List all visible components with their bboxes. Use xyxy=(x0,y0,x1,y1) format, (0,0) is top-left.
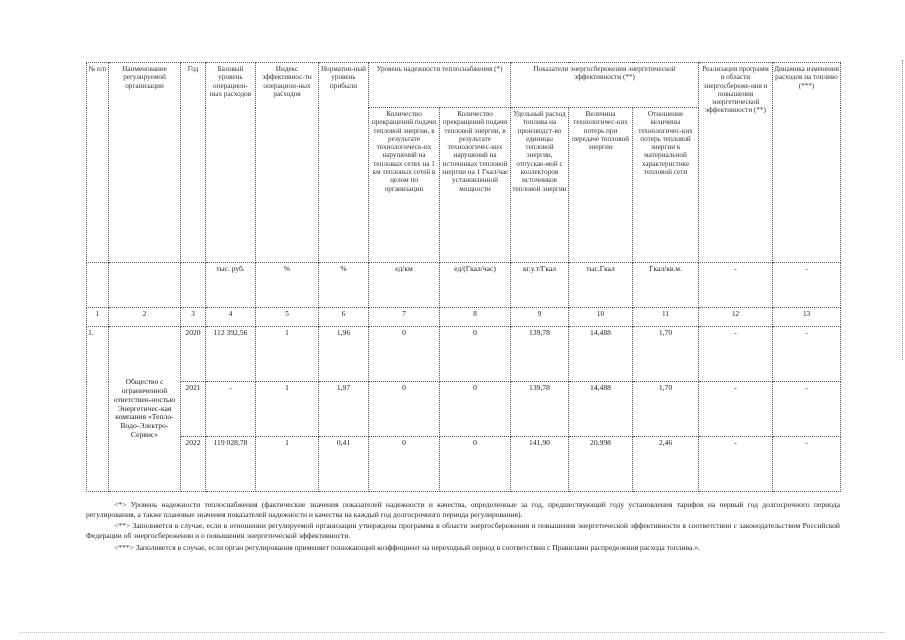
specific-fuel-cell: 139,78 xyxy=(511,382,569,437)
reliability-sources-cell: 0 xyxy=(440,327,511,382)
column-number: 9 xyxy=(511,308,569,327)
header-year: Год xyxy=(181,63,206,263)
base-opex-cell: - xyxy=(206,382,256,437)
header-program: Реализация программ в области энергосбереже-ния и повышения энергетической эффективности (**) xyxy=(699,63,773,263)
units-row xyxy=(87,263,841,308)
organization-name: Общество с ограниченной ответствен-ностью Энергетичес-кая компания «Тепло-Водо-Электро-Сервис» xyxy=(109,327,181,492)
footnote-fuel: <***> Заполняется в случае, если орган регулирования применяет понижающий коэффициент на переходный период в соответствии с Правилами распределения расхода топлива.». xyxy=(114,542,701,552)
efficiency-index-cell: 1 xyxy=(256,437,319,492)
column-number: 10 xyxy=(569,308,633,327)
unit-cell: - xyxy=(773,263,841,308)
base-opex-cell: 119 028,78 xyxy=(206,437,256,492)
column-number: 13 xyxy=(773,308,841,327)
table-row xyxy=(87,382,841,437)
header-efficiency-index: Индекс эффективнос-ти операцион-ных расходов xyxy=(256,63,319,263)
column-number: 1 xyxy=(87,308,109,327)
unit-cell: - xyxy=(699,263,773,308)
footnote-energy-program: <**> Заполняется в случае, если в отношении регулируемой организации утверждена программа в области энергосбережения и повышения энергетической эффективности в соответствии с законодательством Российской Федерации об энергосбережении и о повышении энергетической эффективности. xyxy=(86,521,840,541)
fuel-dynamics-cell: - xyxy=(773,437,841,492)
tariff-indicators-table xyxy=(86,62,841,492)
header-reliability-group: Уровень надежности теплоснабжения (*) xyxy=(369,63,511,108)
specific-fuel-cell: 139,78 xyxy=(511,327,569,382)
header-base-opex: Базовый уровень операцион-ных расходов xyxy=(206,63,256,263)
reliability-sources-cell: 0 xyxy=(440,382,511,437)
header-reliability-networks: Количество прекращений подачи тепловой энергии, в результате технологическ-их нарушений на тепловых сетях на 1 км тепловых сетей в целом по организации xyxy=(369,108,440,263)
fuel-dynamics-cell: - xyxy=(773,327,841,382)
header-energy-group: Показатели энергосбережения энергетической эффективности (**) xyxy=(511,63,699,108)
unit-cell: тыс. руб. xyxy=(206,263,256,308)
page-edge-line xyxy=(901,60,903,360)
header-no: № п/п xyxy=(87,63,109,263)
table-row xyxy=(87,327,841,382)
reliability-sources-cell: 0 xyxy=(440,437,511,492)
year-cell: 2022 xyxy=(181,437,206,492)
unit-cell: Гкал/кв.м. xyxy=(633,263,699,308)
footnote-reliability: <*> Уровень надежности теплоснабжения (фактические значения показателей надежности и качества, определенные за год, предшествующий году установления тарифов на первый год долгосрочного периода регулирования, а также плановые значения показателей надежности и качества на каждый год долгосрочного периода регулирования). xyxy=(86,500,840,519)
unit-cell: ед/(Гкал/час) xyxy=(440,263,511,308)
fuel-dynamics-cell: - xyxy=(773,382,841,437)
header-specific-fuel: Удельный расход топлива на производст-во единицы тепловой энергии, отпускае-мой с коллекторов источников тепловой энергии xyxy=(511,108,569,263)
header-normative-profit: Норматив-ный уровень прибыли xyxy=(319,63,369,263)
year-cell: 2020 xyxy=(181,327,206,382)
heat-losses-cell: 20,998 xyxy=(569,437,633,492)
program-cell: - xyxy=(699,382,773,437)
reliability-networks-cell: 0 xyxy=(369,327,440,382)
unit-cell: кг.у.т/Гкал xyxy=(511,263,569,308)
loss-ratio-cell: 1,70 xyxy=(633,327,699,382)
normative-profit-cell: 1,97 xyxy=(319,382,369,437)
unit-cell: % xyxy=(256,263,319,308)
header-reliability-sources: Количество прекращений подачи тепловой энергии, в результате технологичес-ких нарушений на источниках тепловой энергии на 1 Гкал/час установленной мощности xyxy=(440,108,511,263)
header-fuel-dynamics: Динамика изменения расходов на топливо (***) xyxy=(773,63,841,263)
unit-cell: тыс.Гкал xyxy=(569,263,633,308)
loss-ratio-cell: 2,46 xyxy=(633,437,699,492)
specific-fuel-cell: 141,90 xyxy=(511,437,569,492)
normative-profit-cell: 0,41 xyxy=(319,437,369,492)
column-number: 12 xyxy=(699,308,773,327)
program-cell: - xyxy=(699,327,773,382)
column-number: 6 xyxy=(319,308,369,327)
column-number: 7 xyxy=(369,308,440,327)
program-cell: - xyxy=(699,437,773,492)
heat-losses-cell: 14,488 xyxy=(569,327,633,382)
base-opex-cell: 112 392,56 xyxy=(206,327,256,382)
normative-profit-cell: 1,96 xyxy=(319,327,369,382)
unit-cell: % xyxy=(319,263,369,308)
efficiency-index-cell: 1 xyxy=(256,382,319,437)
header-loss-ratio: Отношение величины технологичес-ких потерь тепловой энергии к материальной характеристике тепловой сети xyxy=(633,108,699,263)
column-number: 11 xyxy=(633,308,699,327)
column-number: 2 xyxy=(109,308,181,327)
efficiency-index-cell: 1 xyxy=(256,327,319,382)
row-number: 1. xyxy=(87,327,109,492)
heat-losses-cell: 14,488 xyxy=(569,382,633,437)
loss-ratio-cell: 1,70 xyxy=(633,382,699,437)
reliability-networks-cell: 0 xyxy=(369,382,440,437)
unit-cell: ед/км xyxy=(369,263,440,308)
table-row xyxy=(87,437,841,492)
column-number: 5 xyxy=(256,308,319,327)
column-number: 8 xyxy=(440,308,511,327)
header-org-name: Наименование регулируемой организации xyxy=(109,63,181,263)
column-number: 3 xyxy=(181,308,206,327)
column-numbers-row xyxy=(87,308,841,327)
year-cell: 2021 xyxy=(181,382,206,437)
reliability-networks-cell: 0 xyxy=(369,437,440,492)
footnotes xyxy=(86,500,840,555)
header-row xyxy=(87,63,841,108)
column-number: 4 xyxy=(206,308,256,327)
header-heat-losses: Величина технологичес-ких потерь при передаче тепловой энергии xyxy=(569,108,633,263)
scan-bottom-line xyxy=(20,632,885,633)
